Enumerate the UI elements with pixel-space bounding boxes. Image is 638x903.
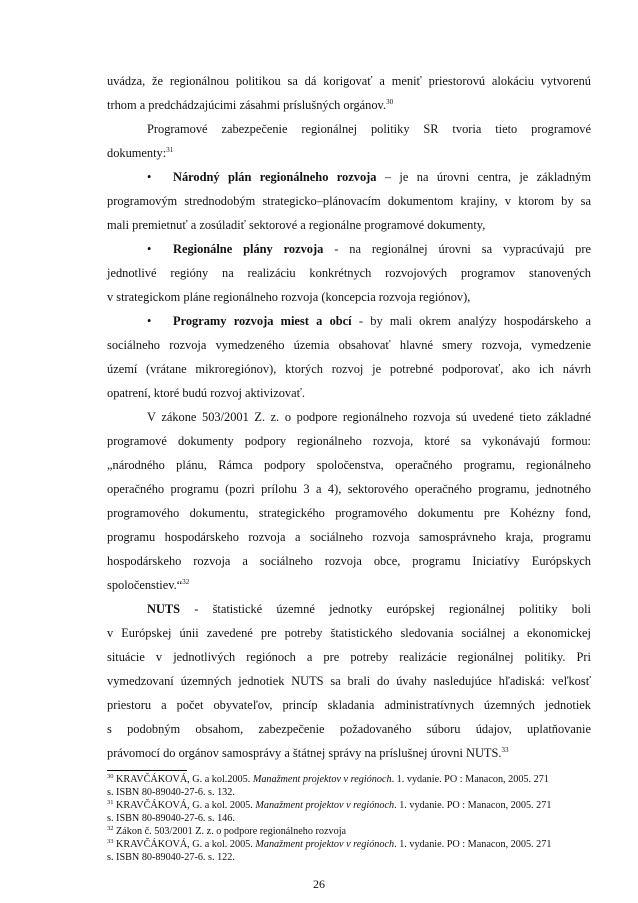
footnote-ref-32[interactable]: 32 (182, 578, 190, 586)
body-line: dokumenty:$^{31}$ (107, 146, 174, 160)
body-line: Programové zabezpečenie regionálnej politiky SR tvoria tieto programové (147, 122, 591, 136)
footnote-30-cont: s. ISBN 80-89040-27-6. s. 132. (107, 787, 235, 798)
body-line: „národného plánu, Rámca podpory spoločenstva, operačného programu, regionálneho (107, 458, 591, 472)
body-line: programu hospodárskeho rozvoja a sociálneho rozvoja samosprávneho kraja, programu (107, 530, 591, 544)
footnote-separator (107, 770, 187, 771)
body-line: v Európskej únii zavedené pre potreby štatistického sledovania sociálnej a ekonomickej (107, 626, 591, 640)
bullet-item-regional-plans: • Regionálne plány rozvoja - na regionálnej úrovni sa vypracúvajú pre (147, 242, 591, 256)
body-line: programového dokumentu, strategického programového dokumentu pre Kohézny fond, (107, 506, 591, 520)
body-line: trhom a predchádzajúcimi zásahmi príslušných orgánov.$^{30}$ (107, 98, 394, 112)
footnote-30: $^{30}$ KRAVČÁKOVÁ, G. a kol.2005. Manažment projektov v regiónoch. 1. vydanie. PO : Manacon, 2005. 271 (107, 773, 549, 785)
bullet-icon: • (147, 242, 152, 256)
body-line: území (vrátane mikroregiónov), ktorých rozvoj je potrebné podporovať, ako ich návrh (107, 362, 591, 376)
body-line: v strategickom pláne regionálneho rozvoja (koncepcia rozvoja regiónov), (107, 290, 471, 304)
body-line: jednotlivé regióny na realizáciu konkrétnych rozvojových programov stanovených (107, 266, 591, 280)
body-line: NUTS - štatistické územné jednotky európskej regionálnej politiky boli (147, 602, 591, 616)
bullet-item-city-programs: • Programy rozvoja miest a obcí - by mali okrem analýzy hospodárskeho a (147, 314, 591, 328)
body-line: uvádza, že regionálnou politikou sa dá korigovať a meniť priestorovú alokáciu vytvorenú (107, 74, 591, 88)
body-line: s podobným obsahom, zabezpečenie požadovaného súboru údajov, uplatňovanie (107, 722, 591, 736)
footnote-ref-30[interactable]: 30 (386, 98, 394, 106)
footnote-ref-33[interactable]: 33 (501, 746, 509, 754)
bullet-icon: • (147, 170, 152, 184)
footnote-33: $^{33}$ KRAVČÁKOVÁ, G. a kol. 2005. Manažment projektov v regiónoch. 1. vydanie. PO : Manacon, 2005. 271 (107, 838, 552, 850)
body-line: programovým strednodobým strategicko–plánovacím dokumentom krajiny, v ktorom by sa (107, 194, 591, 208)
body-line: programové dokumenty podpory regionálneho rozvoja, ktoré sa vykonávajú formou: (107, 434, 591, 448)
footnote-31: $^{31}$ KRAVČÁKOVÁ, G. a kol. 2005. Manažment projektov v regiónoch. 1. vydanie. PO : Manacon, 2005. 271 (107, 799, 552, 811)
body-line: právomocí do orgánov samosprávy a štátnej správy na príslušnej úrovni NUTS.$^{33}$ (107, 746, 509, 760)
body-line: mali premietnuť a zosúladiť sektorové a regionálne programové dokumenty, (107, 218, 486, 232)
body-line: operačného programu (pozri prílohu 3 a 4), sektorového operačného programu, jednotného (107, 482, 591, 496)
footnote-31-cont: s. ISBN 80-89040-27-6. s. 146. (107, 813, 235, 824)
bullet-icon: • (147, 314, 152, 328)
footnote-32: $^{32}$ Zákon č. 503/2001 Z. z. o podpore regionálneho rozvoja (107, 825, 347, 837)
footnote-ref-31[interactable]: 31 (166, 146, 174, 154)
body-line: priestoru a počet obyvateľov, princíp skladania administratívnych územných jednotiek (107, 698, 591, 712)
bullet-item-national-plan: • Národný plán regionálneho rozvoja – je na úrovni centra, je základným (147, 170, 591, 184)
page-number: 26 (313, 877, 325, 891)
body-line: opatrení, ktoré budú rozvoj aktivizovať. (107, 386, 305, 400)
body-line: vymedzovaní územných jednotiek NUTS sa brali do úvahy nasledujúce hľadiská: veľkosť (107, 674, 591, 688)
body-line: spoločenstiev.“$^{32}$ (107, 578, 190, 592)
body-line: hospodárskeho rozvoja a sociálneho rozvoja obce, programu Iniciatívy Európskych (107, 554, 591, 568)
body-line: situácie v jednotlivých regiónoch a pre potreby realizácie regionálnej politiky. Pri (107, 650, 591, 664)
body-line: V zákone 503/2001 Z. z. o podpore regionálneho rozvoja sú uvedené tieto základné (147, 410, 591, 424)
body-line: sociálneho rozvoja vymedzeného územia obsahovať hlavné smery rozvoja, vymedzenie (107, 338, 591, 352)
footnote-33-cont: s. ISBN 80-89040-27-6. s. 122. (107, 852, 235, 863)
